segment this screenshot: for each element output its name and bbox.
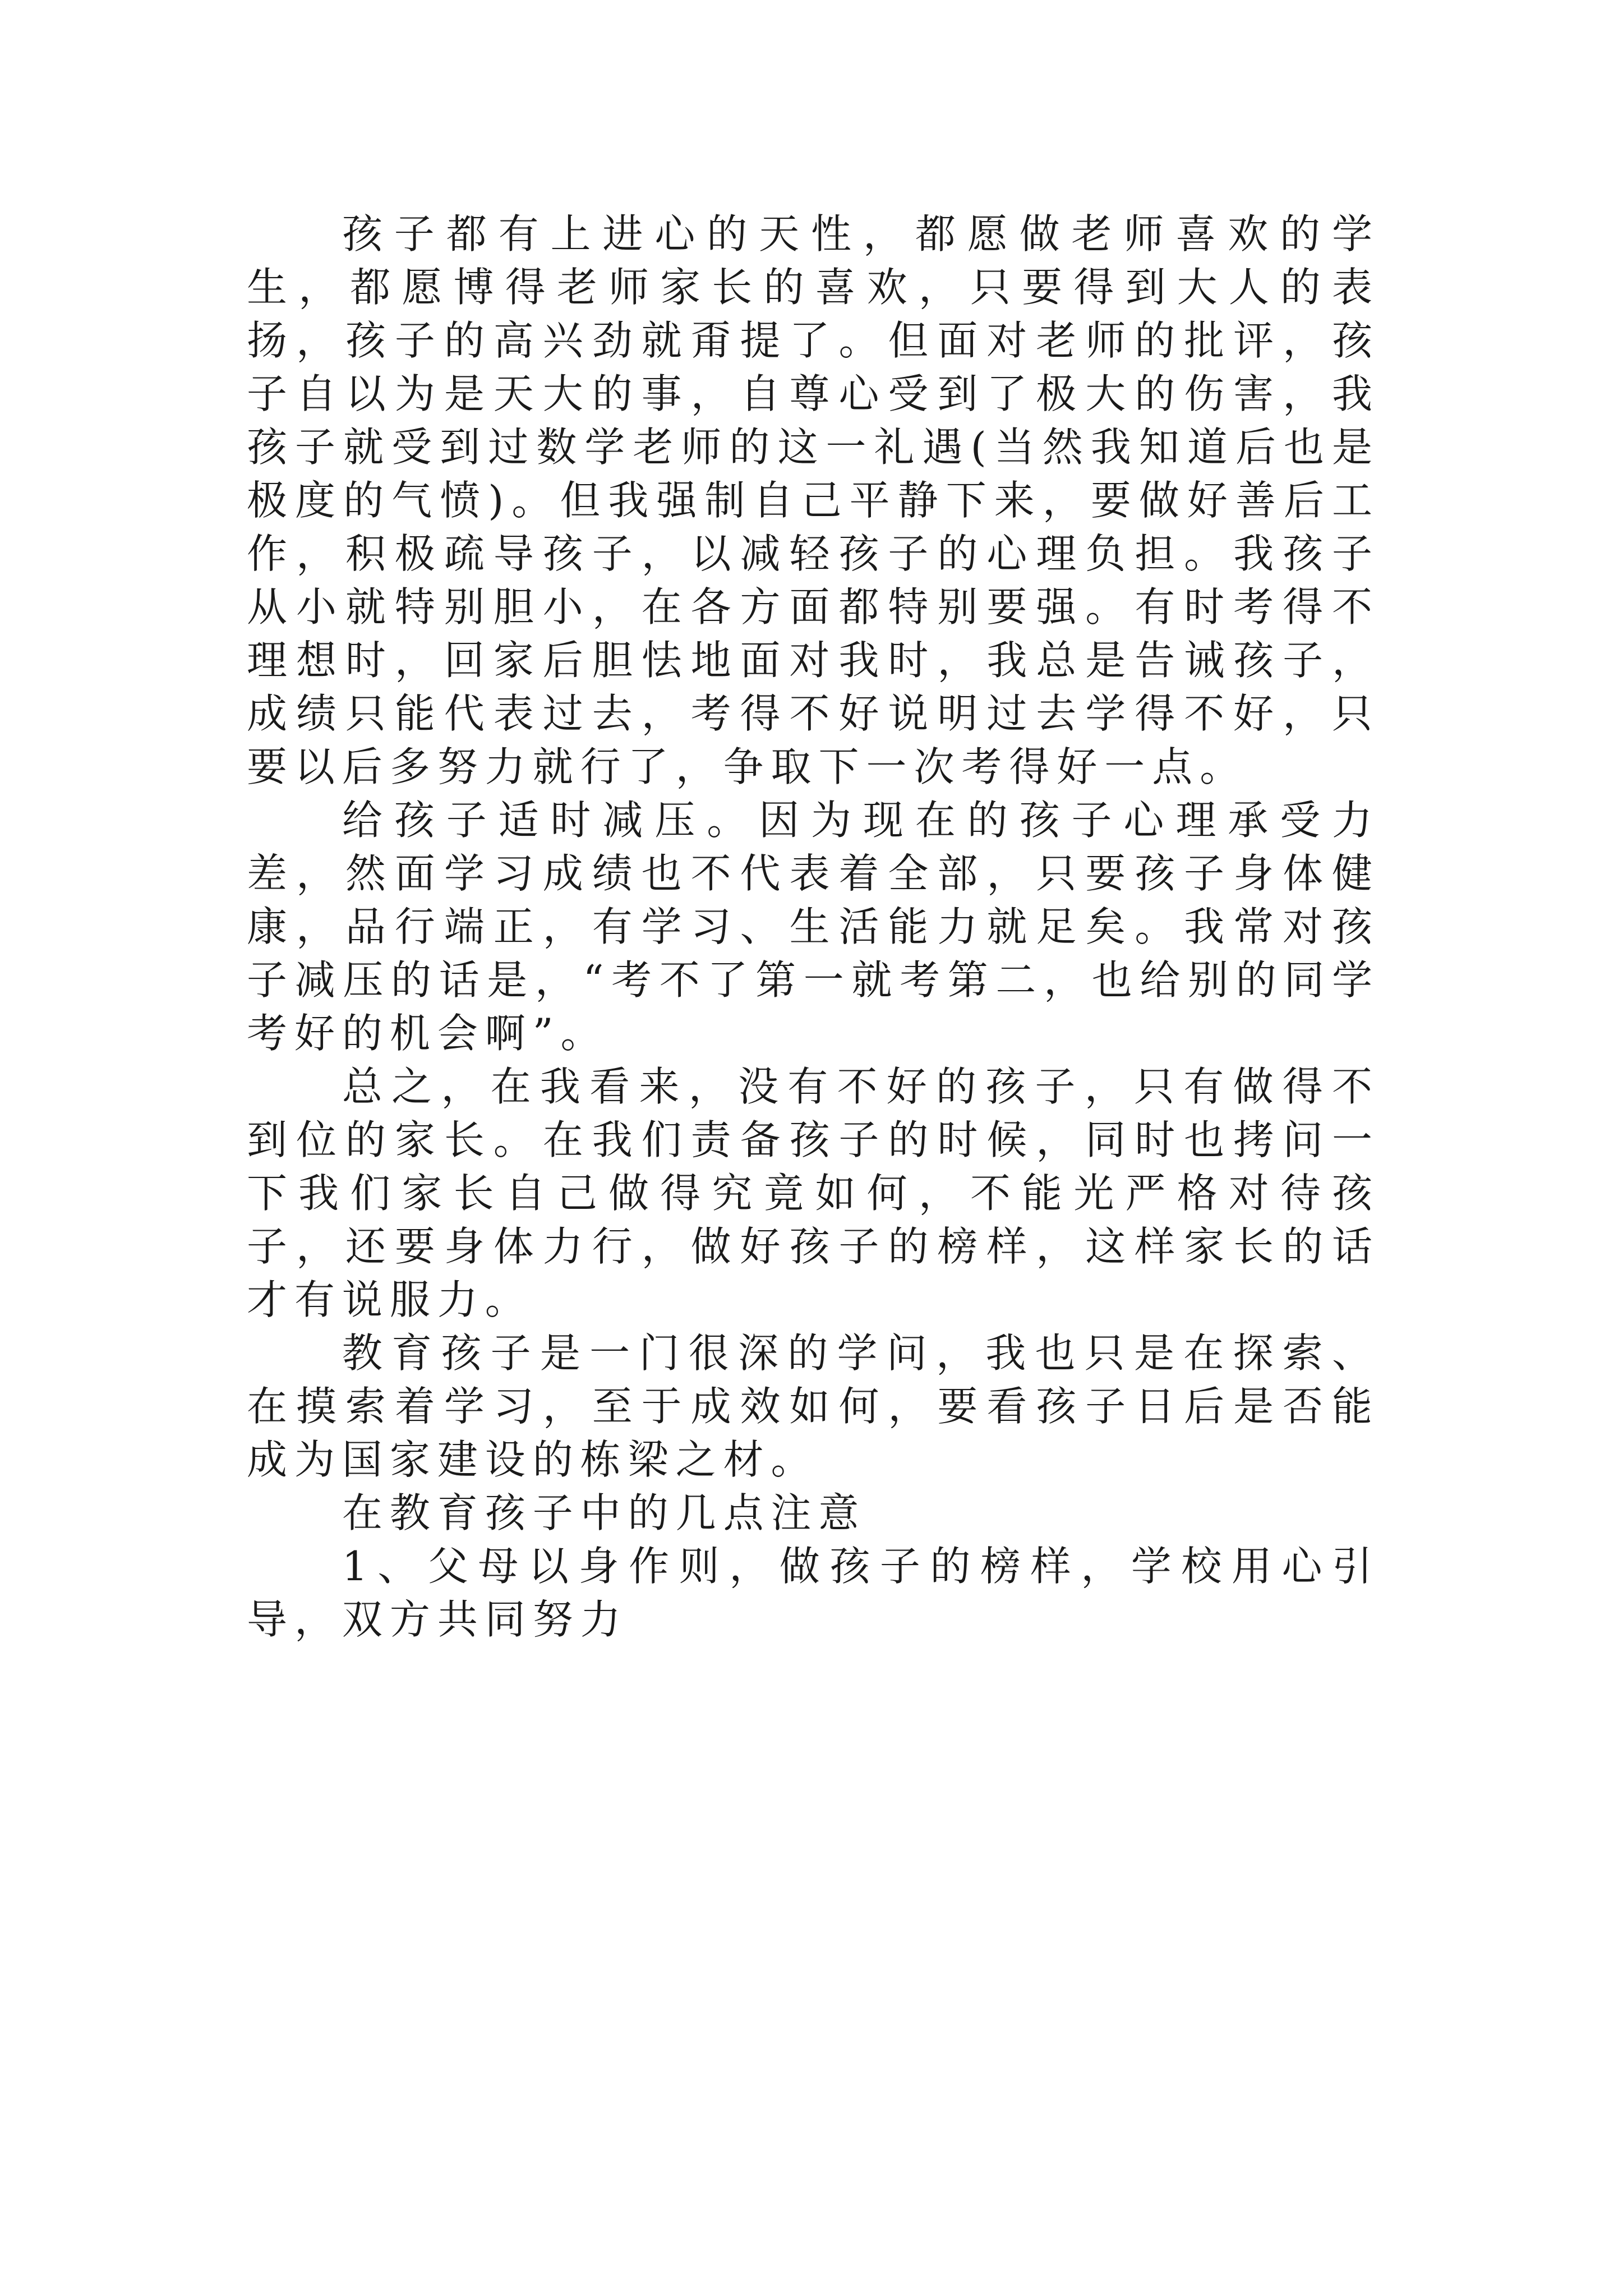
list-item-1: 1、父母以身作则，做孩子的榜样，学校用心引导，双方共同努力 [247,1543,1380,1643]
paragraph-reduce-pressure: 给孩子适时减压。因为现在的孩子心理承受力差，然面学习成绩也不代表着全部，只要孩子身体健康，品行端正，有学习、生活能力就足矣。我常对孩子减压的话是，“考不了第一就考第二，也给别的同学考好的机会啊”。 [247,797,1380,1057]
paragraph-conclusion: 总之，在我看来，没有不好的孩子，只有做得不到位的家长。在我们责备孩子的时候，同时也拷问一下我们家长自己做得究竟如何，不能光严格对待孩子，还要身体力行，做好孩子的榜样，这样家长的话才有说服力。 [247,1063,1380,1323]
paragraph-encouragement: 孩子都有上进心的天性，都愿做老师喜欢的学生，都愿博得老师家长的喜欢，只要得到大人的表扬，孩子的高兴劲就甭提了。但面对老师的批评，孩子自以为是天大的事，自尊心受到了极大的伤害，我孩子就受到过数学老师的这一礼遇(当然我知道后也是极度的气愤)。但我强制自己平静下来，要做好善后工作，积极疏导孩子，以减轻孩子的心理负担。我孩子从小就特别胆小，在各方面都特别要强。有时考得不理想时，回家后胆怯地面对我时，我总是告诫孩子，成绩只能代表过去，考得不好说明过去学得不好，只要以后多努力就行了，争取下一次考得好一点。 [247,210,1380,790]
section-heading: 在教育孩子中的几点注意 [342,1489,866,1536]
paragraph-education-learning: 教育孩子是一门很深的学问，我也只是在探索、在摸索着学习，至于成效如何，要看孩子日后是否能成为国家建设的栋梁之材。 [247,1329,1380,1483]
document-body [247,208,1380,1646]
